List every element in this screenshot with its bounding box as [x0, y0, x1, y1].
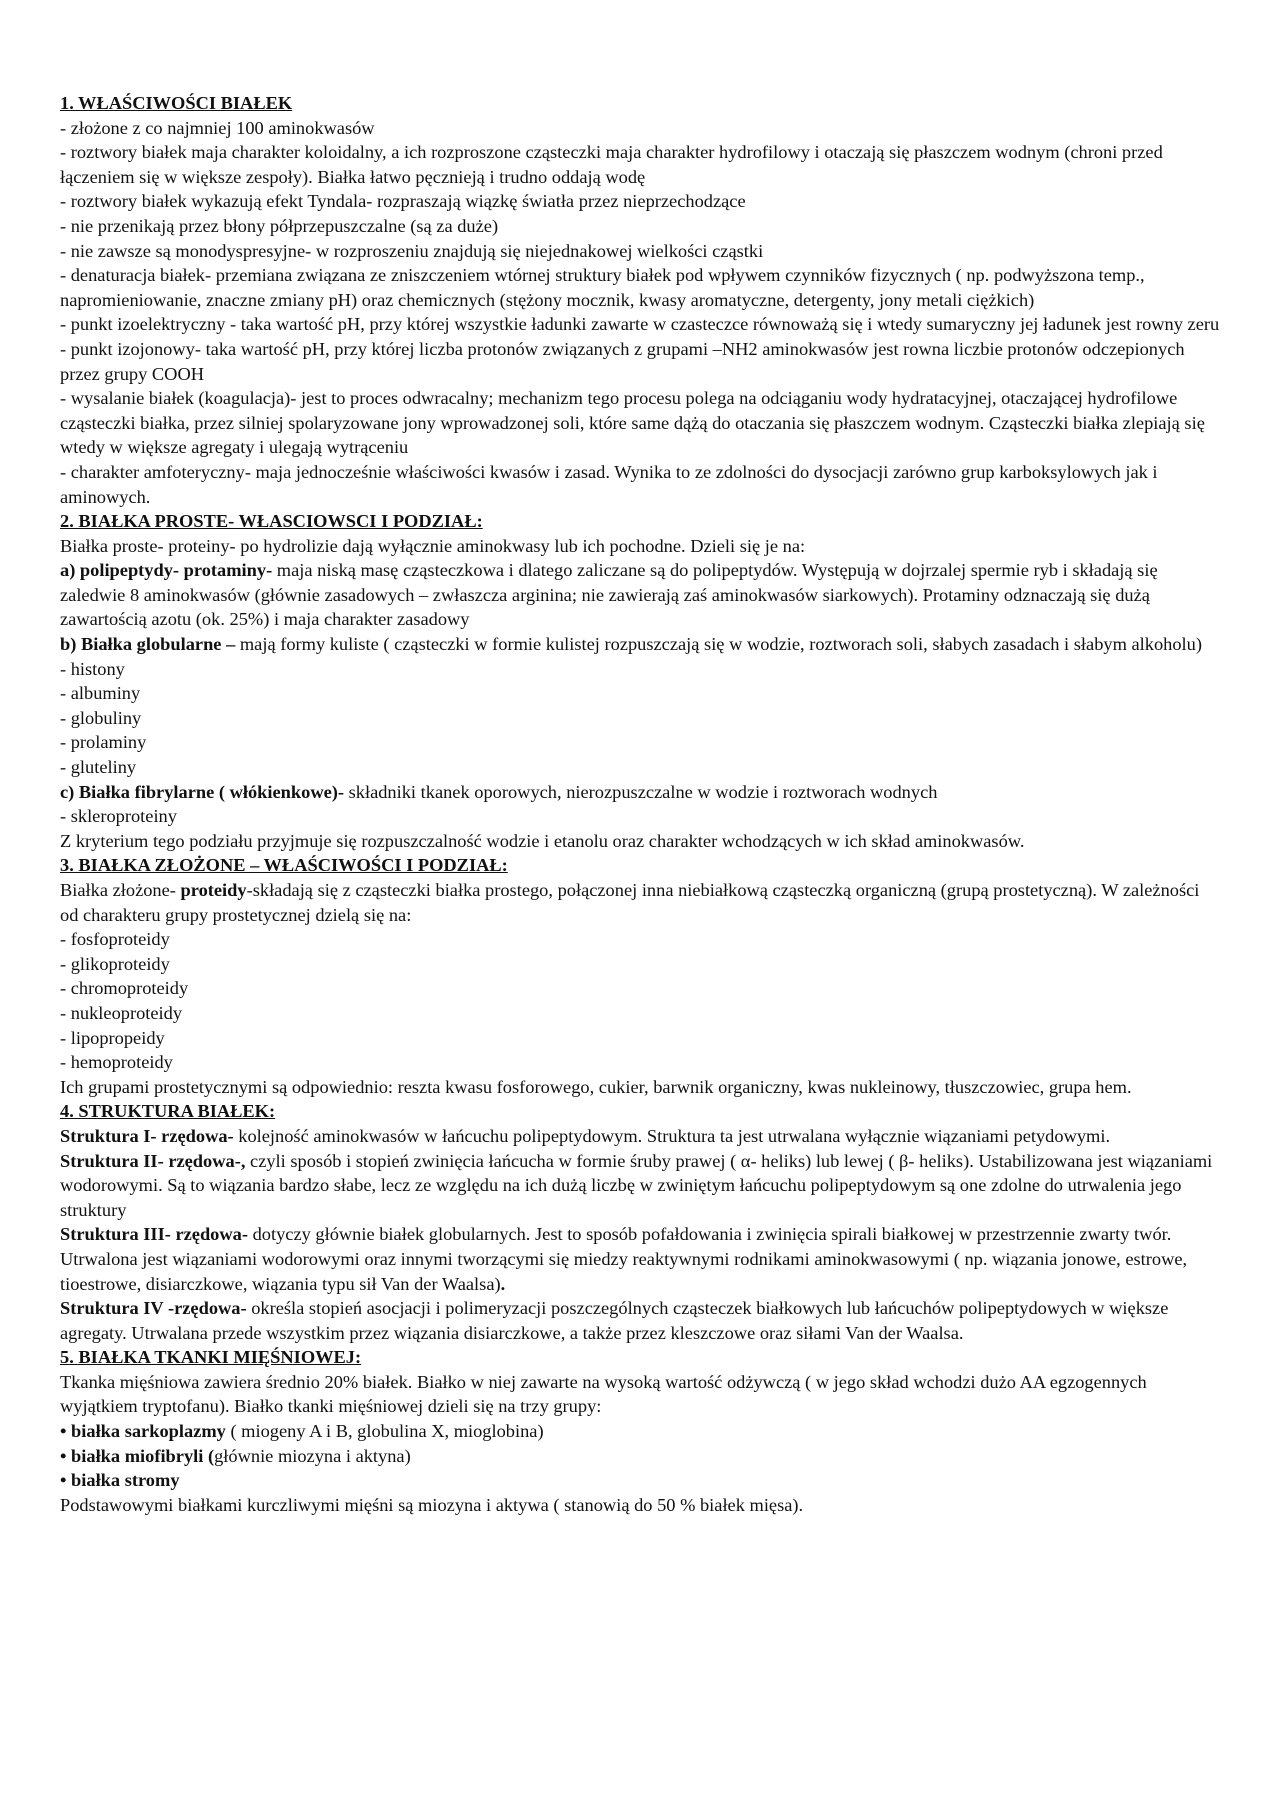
list-item: - glikoproteidy — [60, 953, 170, 974]
s2-item-c-label: c) Białka fibrylarne ( włókienkowe)- — [60, 781, 345, 802]
s4-struct-3-text: dotyczy głównie białek globularnych. Jest to sposób pofałdowania i zwinięcia spirali białkowej w przestrzennie zwarty twór. Utrwalona jest wiązaniami wodorowymi oraz innymi tworzącymi się miedzy reaktywnymi rodnikami aminokwasowymi ( np. wiązania jonowe, estrowe, tioestrowe, disiarczkowe, wiązania typu sił Van der Waalsa) — [60, 1224, 1188, 1294]
list-item: - fosfoproteidy — [60, 929, 170, 950]
s1-line-8: - punkt izojonowy- taka wartość pH, przy której liczba protonów związanych z grupami –NH2 aminokwasów jest rowna liczbie protonów odczepionych przez grupy COOH — [60, 338, 1185, 384]
section-1-heading: 1. WŁAŚCIWOŚCI BIAŁEK — [60, 93, 293, 113]
s1-line-6: - denaturacja białek- przemiana związana ze zniszczeniem wtórnej struktury białek pod wpływem czynników fizycznych ( np. podwyższona temp., napromieniowanie, znaczne zmiany pH) oraz chemicznych (stężony mocznik, kwasy aromatyczne, detergenty, jony metali ciężkich) — [60, 265, 1145, 310]
s2-item-b-text: mają formy kuliste ( cząsteczki w formie kulistej rozpuszczają się w wodzie, roztworach soli, słabych zasadach i słabym alkoholu) — [235, 634, 1202, 655]
list-item: - gluteliny — [60, 757, 137, 778]
s1-line-5: - nie zawsze są monodyspresyjne- w rozproszeniu znajdują się niejednakowej wielkości cząstki — [60, 240, 764, 261]
section-4-heading: 4. STRUKTURA BIAŁEK: — [60, 1101, 276, 1122]
s4-struct-4-text: określa stopień asocjacji i polimeryzacji poszczególnych cząsteczek białkowych lub łańcuchów polipeptydowych w większe agregaty. Utrwalana przede wszystkim przez wiązania disiarczkowe, a także przez kleszczowe oraz siłami Van der Waalsa. — [60, 1298, 1169, 1343]
s3-intro — [60, 878, 1220, 927]
s3-intro-a: Białka złożone- — [60, 880, 181, 900]
s1-line-10: - charakter amfoteryczny- maja jednocześnie właściwości kwasów i zasad. Wynika to ze zdolności do dysocjacji zarówno grup karboksylowych jak i aminowych. — [60, 461, 1158, 507]
s3-outro: Ich grupami prostetycznymi są odpowiednio: reszta kwasu fosforowego, cukier, barwnik organiczny, kwas nukleinowy, tłuszczowiec, grupa hem. — [60, 1076, 1132, 1097]
list-item: - histony — [60, 658, 125, 679]
s4-struct-3-label: Struktura III- rzędowa- — [60, 1224, 248, 1245]
s1-line-7: - punkt izoelektryczny - taka wartość pH, przy której wszystkie ładunki zawarte w czasteczce równoważą się i wtedy sumaryczny jej ładunek jest rowny zeru — [60, 314, 1220, 335]
s2-item-b — [60, 632, 1220, 657]
s5-group-1-text: ( miogeny A i B, globulina X, mioglobina) — [225, 1421, 544, 1442]
list-item: - albuminy — [60, 683, 141, 704]
s2-item-a-label: a) polipeptydy- protaminy- — [60, 560, 273, 581]
list-item: - hemoproteidy — [60, 1052, 173, 1073]
s4-struct-1 — [60, 1124, 1220, 1149]
s5-group-3-label: • białka stromy — [60, 1470, 180, 1491]
s5-group-2-text: głównie miozyna i aktyna) — [214, 1445, 411, 1466]
s4-struct-3 — [60, 1222, 1220, 1296]
section-3-heading: 3. BIAŁKA ZŁOŻONE – WŁAŚCIWOŚCI I PODZIAŁ: — [60, 855, 508, 876]
s2-item-c — [60, 780, 1220, 805]
s5-group-1 — [60, 1419, 1220, 1444]
section-2-heading: 2. BIAŁKA PROSTE- WŁASCIOWSCI I PODZIAŁ: — [60, 511, 483, 532]
s5-outro: Podstawowymi białkami kurczliwymi mięśni są miozyna i aktywa ( stanowią do 50 % białek mięsa). — [60, 1494, 804, 1515]
list-item: - nukleoproteidy — [60, 1002, 183, 1023]
list-item: - globuliny — [60, 707, 142, 728]
s2-item-a — [60, 558, 1220, 632]
s2-intro: Białka proste- proteiny- po hydrolizie dają wyłącznie aminokwasy lub ich pochodne. Dzieli się je na: — [60, 535, 806, 556]
list-item: - lipopropeidy — [60, 1027, 165, 1048]
s4-struct-2-text: czyli sposób i stopień zwinięcia łańcucha w formie śruby prawej ( α- heliks) lub lewej ( β- heliks). Ustabilizowana jest wiązaniami wodorowymi. Są to wiązania bardzo słabe, lecz ze względu na ich dużą liczbę w zwiniętym łańcuchu polipeptydowym są one zdolne do utrwalenia jego struktury — [60, 1150, 1213, 1220]
s1-line-2: - roztwory białek maja charakter koloidalny, a ich rozproszone cząsteczki maja charakter hydrofilowy i otaczają się płaszczem wodnym (chroni przed łączeniem się w większe zespoły). Białka łatwo pęcznieją i trudno oddają wodę — [60, 142, 1163, 187]
s4-struct-2 — [60, 1149, 1220, 1223]
s5-group-2-label: • białka miofibryli ( — [60, 1445, 215, 1466]
s2-outro: Z kryterium tego podziału przyjmuje się rozpuszczalność wodzie i etanolu oraz charakter wchodzących w ich skład aminokwasów. — [60, 830, 1025, 851]
s1-line-4: - nie przenikają przez błony półprzepuszczalne (są za duże) — [60, 215, 499, 236]
s4-struct-4-label: Struktura IV -rzędowa- — [60, 1298, 247, 1319]
s5-intro: Tkanka mięśniowa zawiera średnio 20% białek. Białko w niej zawarte na wysoką wartość odżywczą ( w jego skład wchodzi dużo AA egzogennych wyjątkiem tryptofanu). Białko tkanki mięśniowej dzieli się na trzy grupy: — [60, 1371, 1147, 1417]
s1-line-9: - wysalanie białek (koagulacja)- jest to proces odwracalny; mechanizm tego procesu polega na odciąganiu wody hydratacyjnej, otaczającej hydrofilowe cząsteczki białka, przez silniej spolaryzowane jony wprowadzonej soli, które same dążą do otaczania się płaszczem wodnym. Cząsteczki białka zlepiają się wtedy w większe agregaty i ulegają wytrąceniu — [60, 388, 1205, 458]
s1-line-3: - roztwory białek wykazują efekt Tyndala- rozpraszają wiązkę światła przez nieprzechodzące — [60, 191, 746, 212]
document-page — [60, 91, 1220, 1517]
s3-intro-c: -składają się z cząsteczki białka prostego, połączonej inna niebiałkową cząsteczką organiczną (grupą prostetyczną). W zależności od charakteru grupy prostetycznej dzielą się na: — [60, 880, 1200, 925]
s2-item-c-text: składniki tkanek oporowych, nierozpuszczalne w wodzie i roztworach wodnych — [344, 781, 938, 802]
s5-group-3 — [60, 1468, 1220, 1493]
list-item: - chromoproteidy — [60, 978, 189, 999]
s3-intro-term: proteidy — [180, 880, 247, 900]
s4-struct-4 — [60, 1296, 1220, 1345]
s2-item-a-text: maja niską masę cząsteczkowa i dlatego zaliczane są do polipeptydów. Występują w dojrzalej spermie ryb i składają się zaledwie 8 aminokwasów (głównie zasadowych – zwłaszcza arginina; nie zawierają zaś aminokwasów siarkowych). Protaminy odznaczają się dużą zawartością azotu (ok. 25%) i maja charakter zasadowy — [60, 560, 1158, 630]
s4-struct-1-label: Struktura I- rzędowa- — [60, 1125, 234, 1146]
section-5-heading: 5. BIAŁKA TKANKI MIĘŚNIOWEJ: — [60, 1347, 362, 1368]
s4-struct-2-label: Struktura II- rzędowa-, — [60, 1150, 246, 1171]
list-item: - skleroproteiny — [60, 806, 177, 827]
s5-group-2 — [60, 1444, 1220, 1469]
s4-struct-3-end: . — [500, 1273, 506, 1294]
s2-item-b-label: b) Białka globularne – — [60, 634, 236, 655]
s5-group-1-label: • białka sarkoplazmy — [60, 1421, 226, 1442]
list-item: - prolaminy — [60, 732, 147, 753]
s4-struct-1-text: kolejność aminokwasów w łańcuchu polipeptydowym. Struktura ta jest utrwalana wyłącznie wiązaniami petydowymi. — [233, 1125, 1111, 1146]
s1-line-1: - złożone z co najmniej 100 aminokwasów — [60, 117, 375, 138]
